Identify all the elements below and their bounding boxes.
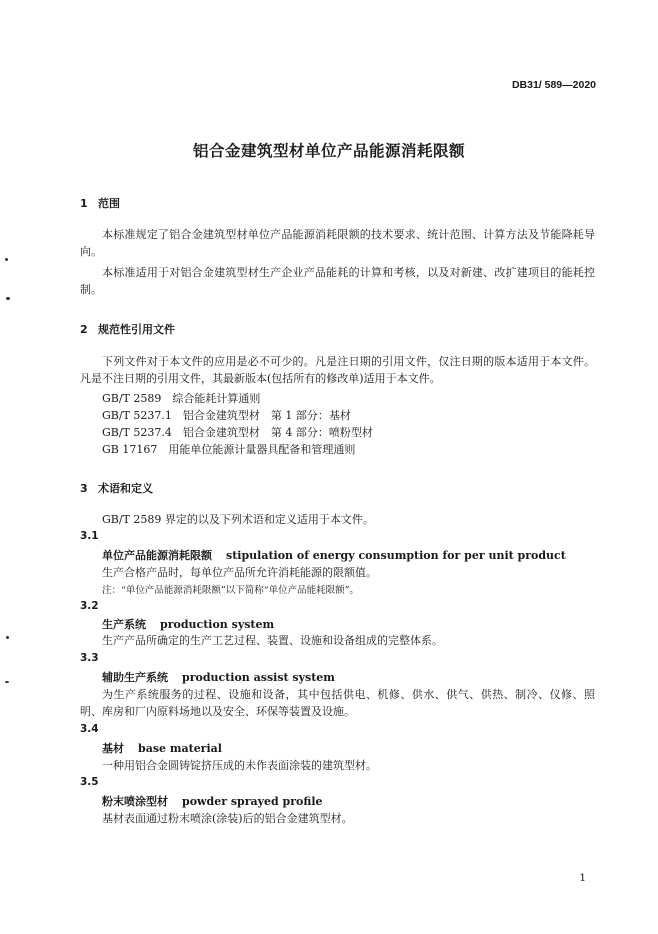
term-entry [102,616,274,632]
section-title: 规范性引用文件 [98,323,175,336]
term-zh: 粉末喷涂型材 [102,795,168,808]
term-zh: 生产系统 [102,618,146,631]
section-title: 术语和定义 [98,482,153,495]
term-number: 3.4 [80,723,99,735]
reference-item: GB/T 5237.1 铝合金建筑型材 第 1 部分：基材 [102,409,351,422]
term-note: 注：“单位产品能源消耗限额”以下简称“单位产品能耗限额”。 [102,585,359,596]
paragraph: 本标准适用于对铝合金建筑型材生产企业产品能耗的计算和考核，以及对新建、改扩建项目的能耗控制。 [80,266,595,296]
term-definition: 一种用铝合金圆铸锭挤压成的未作表面涂装的建筑型材。 [102,759,377,772]
section-number: 3 [80,482,88,495]
term-number: 3.2 [80,600,99,612]
term-definition: 生产合格产品时，每单位产品所允许消耗能源的限额值。 [102,566,377,579]
reference-item: GB/T 5237.4 铝合金建筑型材 第 4 部分：喷粉型材 [102,426,373,439]
term-zh: 辅助生产系统 [102,671,168,684]
term-zh: 单位产品能源消耗限额 [102,549,212,562]
term-en: production system [160,618,275,631]
term-number: 3.5 [80,776,99,788]
page-number: 1 [579,872,586,884]
scan-mark [5,681,9,683]
term-entry [102,740,222,756]
term-entry [102,669,335,685]
term-number: 3.3 [80,652,99,664]
reference-item: GB 17167 用能单位能源计量器具配备和管理通则 [102,443,356,456]
term-en: base material [138,742,222,755]
section-heading [80,480,153,496]
term-number: 3.1 [80,530,99,542]
section-number: 2 [80,323,88,336]
section-heading [80,321,175,337]
term-entry [102,793,323,809]
term-en: powder sprayed profile [182,795,323,808]
term-zh: 基材 [102,742,124,755]
page-title: 铝合金建筑型材单位产品能源消耗限额 [192,142,465,160]
section-title: 范围 [98,197,120,210]
section-number: 1 [80,197,88,210]
paragraph: 下列文件对于本文件的应用是必不可少的。凡是注日期的引用文件，仅注日期的版本适用于本文件。凡是不注日期的引用文件，其最新版本(包括所有的修改单)适用于本文件。 [80,355,595,385]
term-definition: 生产产品所确定的生产工艺过程、装置、设施和设备组成的完整体系。 [102,634,443,647]
term-entry [102,547,566,563]
paragraph: GB/T 2589 界定的以及下列术语和定义适用于本文件。 [102,513,374,526]
scan-mark [6,636,9,639]
reference-item: GB/T 2589 综合能耗计算通则 [102,392,261,405]
scan-mark [5,258,8,261]
term-en: stipulation of energy consumption for per unit product [226,549,566,562]
term-en: production assist system [182,671,335,684]
scan-mark [6,297,10,300]
doc-number: DB31/ 589—2020 [511,79,596,91]
section-heading [80,195,120,211]
term-definition: 为生产系统服务的过程、设施和设备，其中包括供电、机修、供水、供气、供热、制冷、仪修、照明、库房和厂内原料场地以及安全、环保等装置及设施。 [80,688,595,718]
paragraph: 本标准规定了铝合金建筑型材单位产品能源消耗限额的技术要求、统计范围、计算方法及节能降耗导向。 [80,228,595,258]
term-definition: 基材表面通过粉末喷涂(涂装)后的铝合金建筑型材。 [102,812,353,825]
